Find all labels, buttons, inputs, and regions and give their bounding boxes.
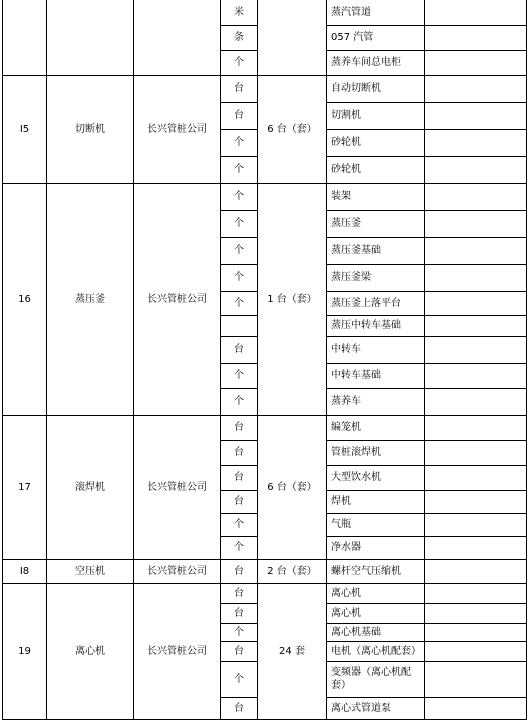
cell-item: 蒸养车间总电柜	[327, 50, 425, 75]
cell-no: 19	[3, 583, 47, 719]
cell-unit: 个	[221, 129, 258, 156]
cell-item: 切割机	[327, 102, 425, 129]
cell-item: 大型饮水机	[327, 465, 425, 490]
cell-unit: 台	[221, 697, 258, 719]
cell-item: 砂轮机	[327, 156, 425, 183]
cell-unit: 台	[221, 465, 258, 490]
table-row	[3, 415, 527, 440]
cell-name: 滚焊机	[47, 415, 134, 559]
cell-blank	[425, 264, 527, 291]
cell-item: 蒸压中转车基础	[327, 315, 425, 336]
cell-blank	[425, 183, 527, 210]
cell-no: 16	[3, 183, 47, 415]
cell-company	[134, 0, 221, 75]
cell-blank	[425, 75, 527, 102]
cell-item: 装架	[327, 183, 425, 210]
cell-unit	[221, 315, 258, 336]
cell-item: 蒸养车	[327, 388, 425, 415]
cell-unit: 个	[221, 661, 258, 697]
cell-item: 离心机	[327, 583, 425, 603]
cell-blank	[425, 465, 527, 490]
cell-unit: 个	[221, 156, 258, 183]
cell-unit: 个	[221, 50, 258, 75]
cell-blank	[425, 291, 527, 315]
cell-unit: 个	[221, 210, 258, 237]
cell-no: 17	[3, 415, 47, 559]
cell-item: 离心式管道泵	[327, 697, 425, 719]
cell-blank	[425, 363, 527, 388]
cell-unit: 台	[221, 336, 258, 363]
cell-item: 砂轮机	[327, 129, 425, 156]
cell-blank	[425, 50, 527, 75]
cell-item: 中转车基础	[327, 363, 425, 388]
cell-blank	[425, 641, 527, 661]
cell-item: 自动切断机	[327, 75, 425, 102]
table-row	[3, 583, 527, 603]
cell-item: 净水器	[327, 536, 425, 559]
cell-unit: 台	[221, 583, 258, 603]
cell-blank	[425, 0, 527, 25]
cell-qty: 6 台（套）	[258, 415, 327, 559]
cell-unit: 台	[221, 603, 258, 623]
cell-company: 长兴管桩公司	[134, 583, 221, 719]
cell-item: 编笼机	[327, 415, 425, 440]
cell-item: 管桩滚焊机	[327, 440, 425, 465]
cell-blank	[425, 388, 527, 415]
cell-no	[3, 0, 47, 75]
table-row	[3, 559, 527, 583]
cell-company: 长兴管桩公司	[134, 559, 221, 583]
cell-unit: 个	[221, 237, 258, 264]
cell-unit: 条	[221, 25, 258, 50]
cell-item: 变频器（离心机配套）	[327, 661, 425, 697]
cell-unit: 台	[221, 490, 258, 513]
cell-unit: 个	[221, 536, 258, 559]
cell-item: 电机（离心机配套）	[327, 641, 425, 661]
cell-unit: 个	[221, 623, 258, 641]
cell-item: 气瓶	[327, 513, 425, 536]
cell-unit: 台	[221, 102, 258, 129]
cell-unit: 个	[221, 291, 258, 315]
cell-qty: 24 套	[258, 583, 327, 719]
cell-blank	[425, 336, 527, 363]
cell-company: 长兴管桩公司	[134, 183, 221, 415]
cell-item: 蒸压釜梁	[327, 264, 425, 291]
cell-no: I5	[3, 75, 47, 183]
cell-unit: 台	[221, 641, 258, 661]
cell-blank	[425, 513, 527, 536]
cell-qty: 1 台（套）	[258, 183, 327, 415]
cell-unit: 台	[221, 559, 258, 583]
cell-item: 焊机	[327, 490, 425, 513]
cell-blank	[425, 129, 527, 156]
cell-item: 蒸压釜上落平台	[327, 291, 425, 315]
cell-name: 切断机	[47, 75, 134, 183]
cell-unit: 个	[221, 513, 258, 536]
cell-qty	[258, 0, 327, 75]
cell-no: I8	[3, 559, 47, 583]
cell-blank	[425, 559, 527, 583]
cell-blank	[425, 315, 527, 336]
cell-name: 空压机	[47, 559, 134, 583]
cell-unit: 台	[221, 75, 258, 102]
table-row	[3, 0, 527, 25]
cell-unit: 个	[221, 363, 258, 388]
cell-blank	[425, 210, 527, 237]
cell-name: 离心机	[47, 583, 134, 719]
cell-blank	[425, 25, 527, 50]
cell-blank	[425, 490, 527, 513]
cell-unit: 个	[221, 388, 258, 415]
cell-blank	[425, 102, 527, 129]
cell-item: 蒸压釜	[327, 210, 425, 237]
table-row	[3, 75, 527, 102]
cell-blank	[425, 237, 527, 264]
cell-blank	[425, 440, 527, 465]
cell-company: 长兴管桩公司	[134, 75, 221, 183]
cell-unit: 台	[221, 415, 258, 440]
cell-unit: 米	[221, 0, 258, 25]
cell-qty: 6 台（套）	[258, 75, 327, 183]
cell-item: 蒸压釜基础	[327, 237, 425, 264]
cell-unit: 台	[221, 440, 258, 465]
cell-blank	[425, 415, 527, 440]
cell-qty: 2 台（套）	[258, 559, 327, 583]
equipment-table-body	[3, 0, 527, 719]
cell-blank	[425, 583, 527, 603]
cell-item: 离心机基础	[327, 623, 425, 641]
cell-name	[47, 0, 134, 75]
cell-item: 中转车	[327, 336, 425, 363]
cell-item: 离心机	[327, 603, 425, 623]
cell-name: 蒸压釜	[47, 183, 134, 415]
cell-blank	[425, 603, 527, 623]
cell-unit: 个	[221, 264, 258, 291]
cell-item: 057 汽管	[327, 25, 425, 50]
equipment-table	[2, 0, 527, 720]
table-row	[3, 183, 527, 210]
cell-blank	[425, 536, 527, 559]
cell-company: 长兴管桩公司	[134, 415, 221, 559]
cell-blank	[425, 156, 527, 183]
cell-item: 蒸汽管道	[327, 0, 425, 25]
cell-blank	[425, 697, 527, 719]
cell-blank	[425, 623, 527, 641]
cell-blank	[425, 661, 527, 697]
cell-unit: 个	[221, 183, 258, 210]
cell-item: 螺杆空气压缩机	[327, 559, 425, 583]
